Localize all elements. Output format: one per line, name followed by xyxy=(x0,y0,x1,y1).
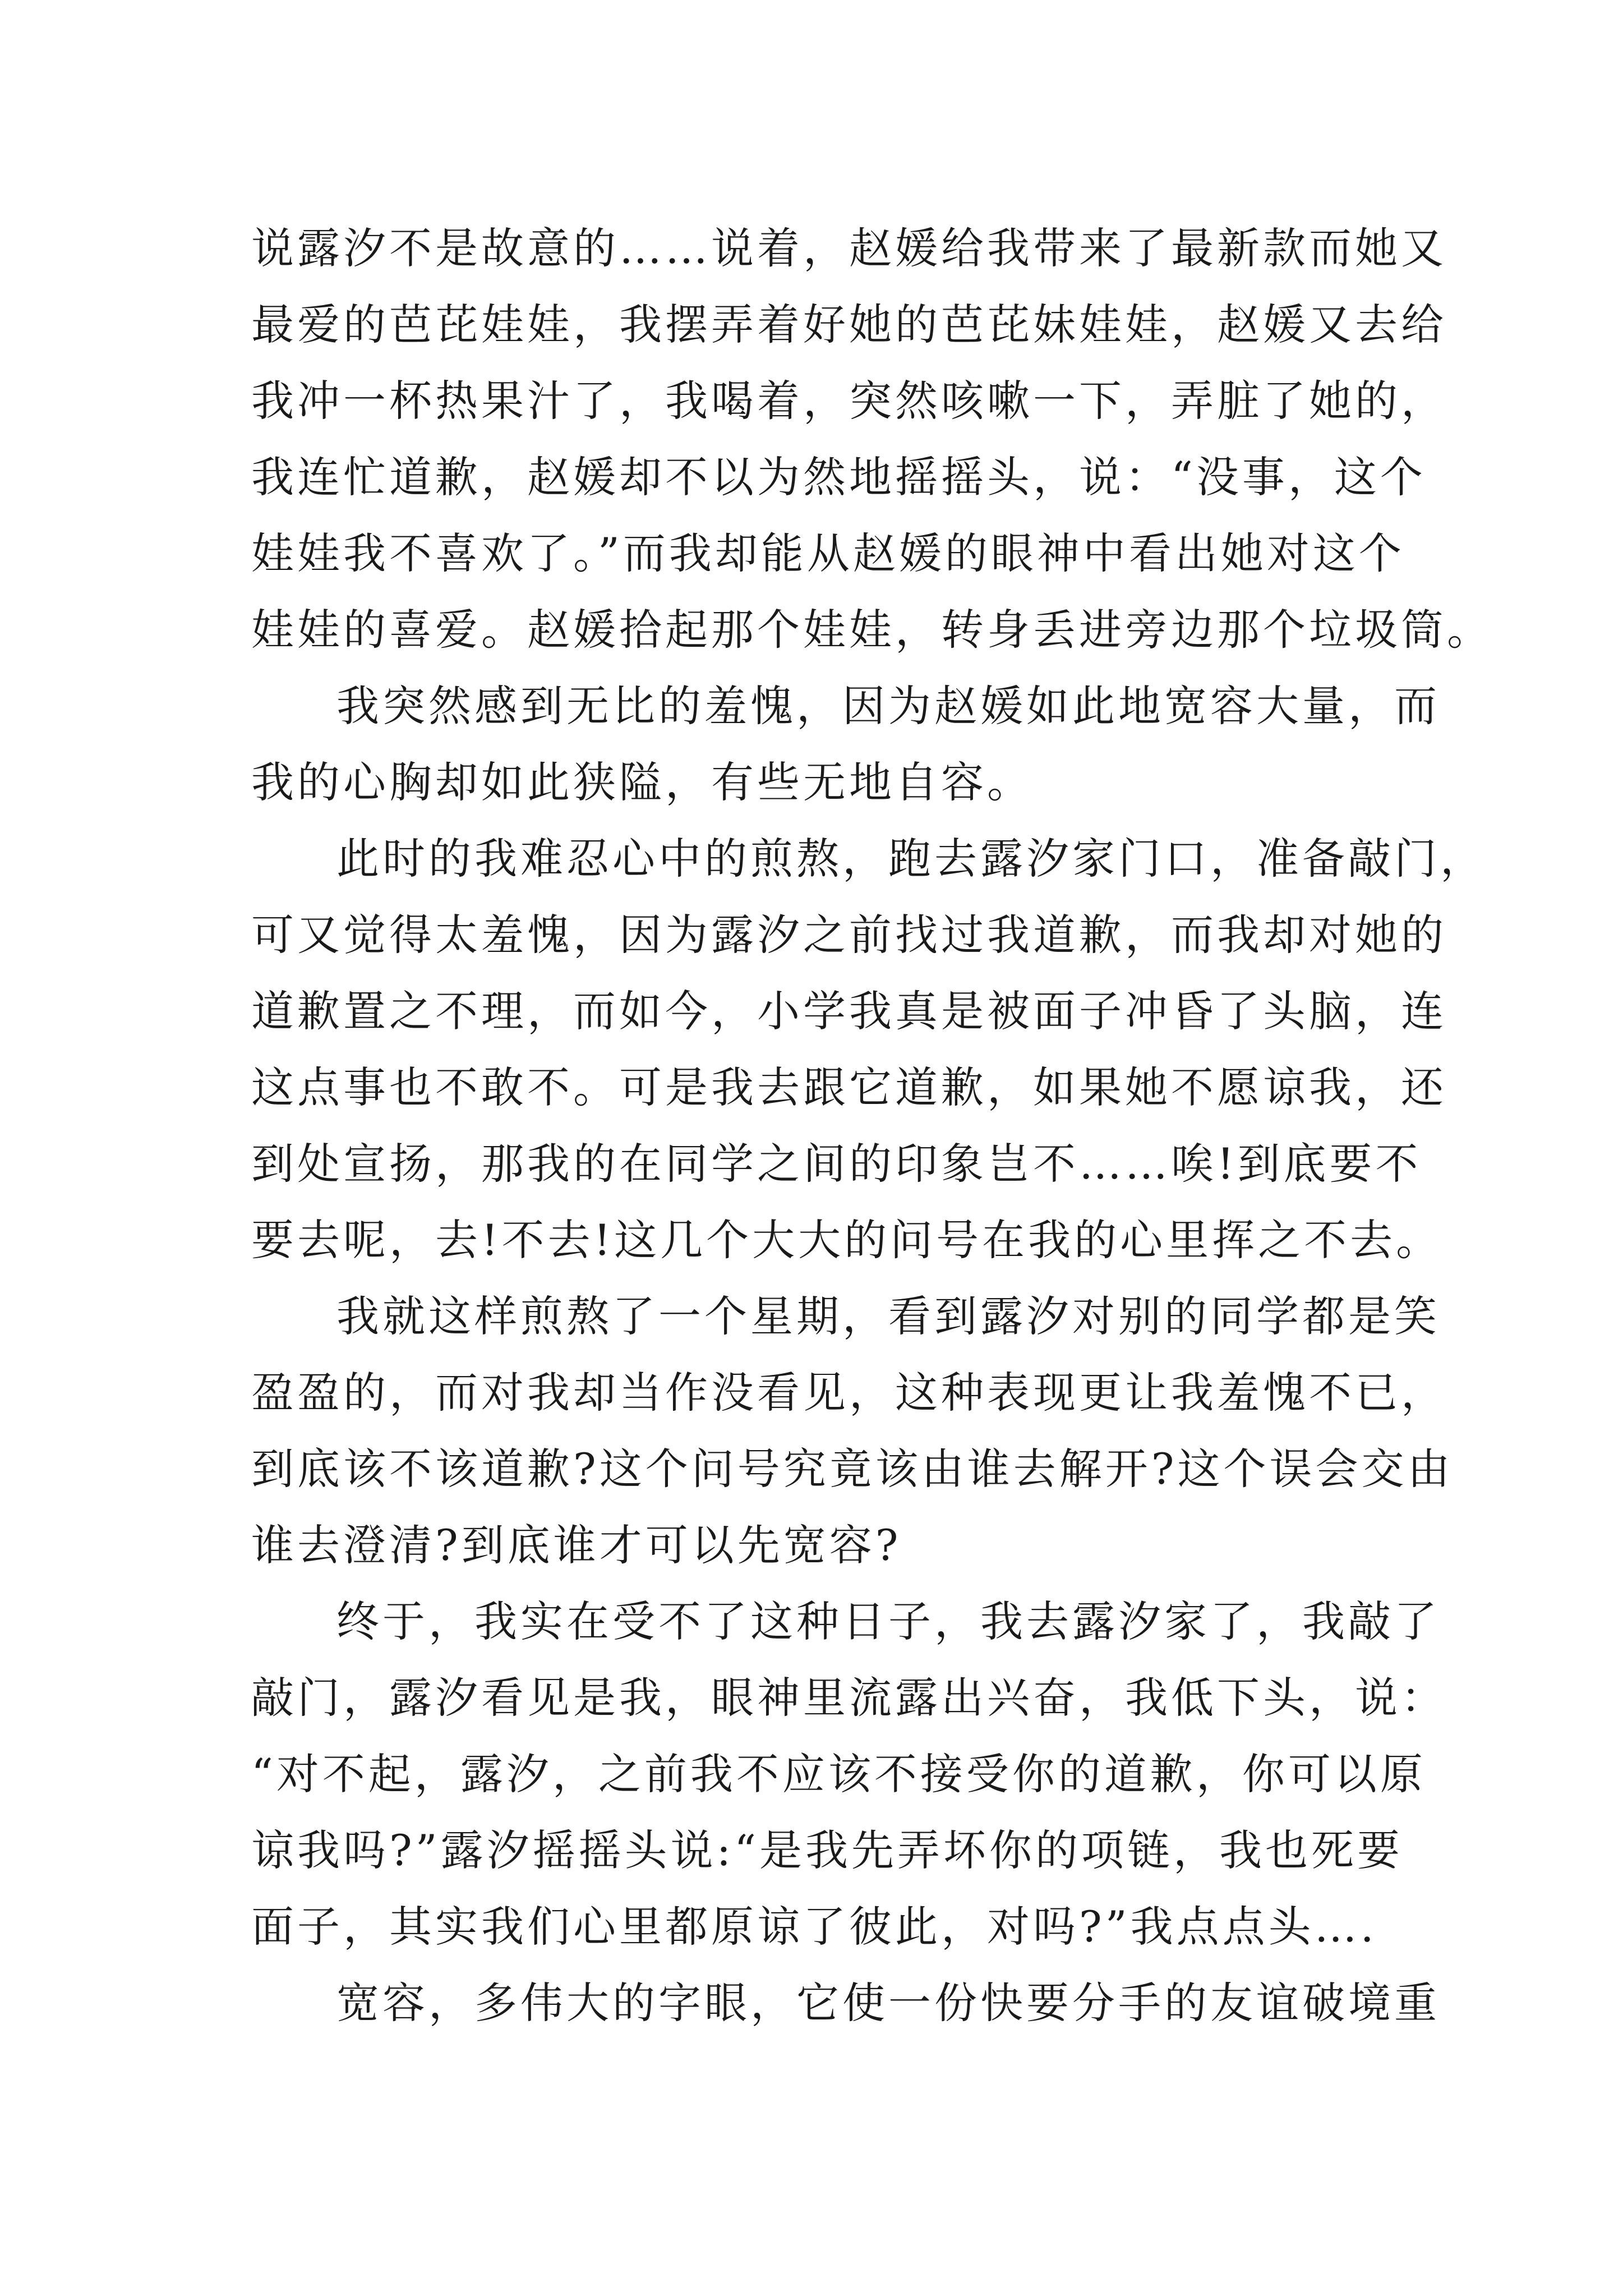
text-line: 此时的我难忍心中的煎熬，跑去露汐家门口，准备敲门， xyxy=(336,834,1486,884)
text-line: 到处宣扬，那我的在同学之间的印象岂不……唉!到底要不 xyxy=(251,1139,1422,1189)
text-line: 要去呢，去!不去!这几个大大的问号在我的心里挥之不去。 xyxy=(251,1215,1442,1265)
text-line: 谅我吗?”露汐摇摇头说:“是我先弄坏你的项链，我也死要 xyxy=(251,1825,1404,1875)
text-line: 娃娃我不喜欢了。”而我却能从赵媛的眼神中看出她对这个 xyxy=(251,528,1405,578)
text-line: 我冲一杯热果汁了，我喝着，突然咳嗽一下，弄脏了她的， xyxy=(251,376,1447,426)
text-line: 这点事也不敢不。可是我去跟它道歉，如果她不愿谅我，还 xyxy=(251,1062,1447,1112)
text-line: “对不起，露汐，之前我不应该不接受你的道歉，你可以原 xyxy=(251,1749,1426,1799)
text-line: 我连忙道歉，赵媛却不以为然地摇摇头，说：“没事，这个 xyxy=(251,452,1426,502)
body-text xyxy=(251,210,1493,2041)
text-line: 娃娃的喜爱。赵媛拾起那个娃娃，转身丢进旁边那个垃圾筒。 xyxy=(251,605,1493,655)
text-line: 敲门，露汐看见是我，眼神里流露出兴奋，我低下头，说： xyxy=(251,1673,1447,1723)
text-line: 谁去澄清?到底谁才可以先宽容? xyxy=(251,1520,902,1570)
text-line: 说露汐不是故意的……说着，赵媛给我带来了最新款而她又 xyxy=(251,223,1447,273)
text-line: 我突然感到无比的羞愧，因为赵媛如此地宽容大量，而 xyxy=(336,681,1440,731)
text-line: 终于，我实在受不了这种日子，我去露汐家了，我敲了 xyxy=(336,1596,1440,1646)
text-line: 到底该不该道歉?这个问号究竟该由谁去解开?这个误会交由 xyxy=(251,1444,1454,1494)
text-line: 面子，其实我们心里都原谅了彼此，对吗?”我点点头…. xyxy=(251,1902,1377,1952)
text-line: 我的心胸却如此狭隘，有些无地自容。 xyxy=(251,757,1033,807)
text-line: 道歉置之不理，而如今，小学我真是被面子冲昏了头脑，连 xyxy=(251,986,1447,1036)
text-line: 最爱的芭芘娃娃，我摆弄着好她的芭芘妹娃娃，赵媛又去给 xyxy=(251,300,1447,349)
text-line: 宽容，多伟大的字眼，它使一份快要分手的友谊破境重 xyxy=(336,1978,1440,2028)
text-line: 盈盈的，而对我却当作没看见，这种表现更让我羞愧不已， xyxy=(251,1368,1447,1418)
text-line: 我就这样煎熬了一个星期，看到露汐对别的同学都是笑 xyxy=(336,1291,1440,1341)
text-line: 可又觉得太羞愧，因为露汐之前找过我道歉，而我却对她的 xyxy=(251,910,1447,960)
